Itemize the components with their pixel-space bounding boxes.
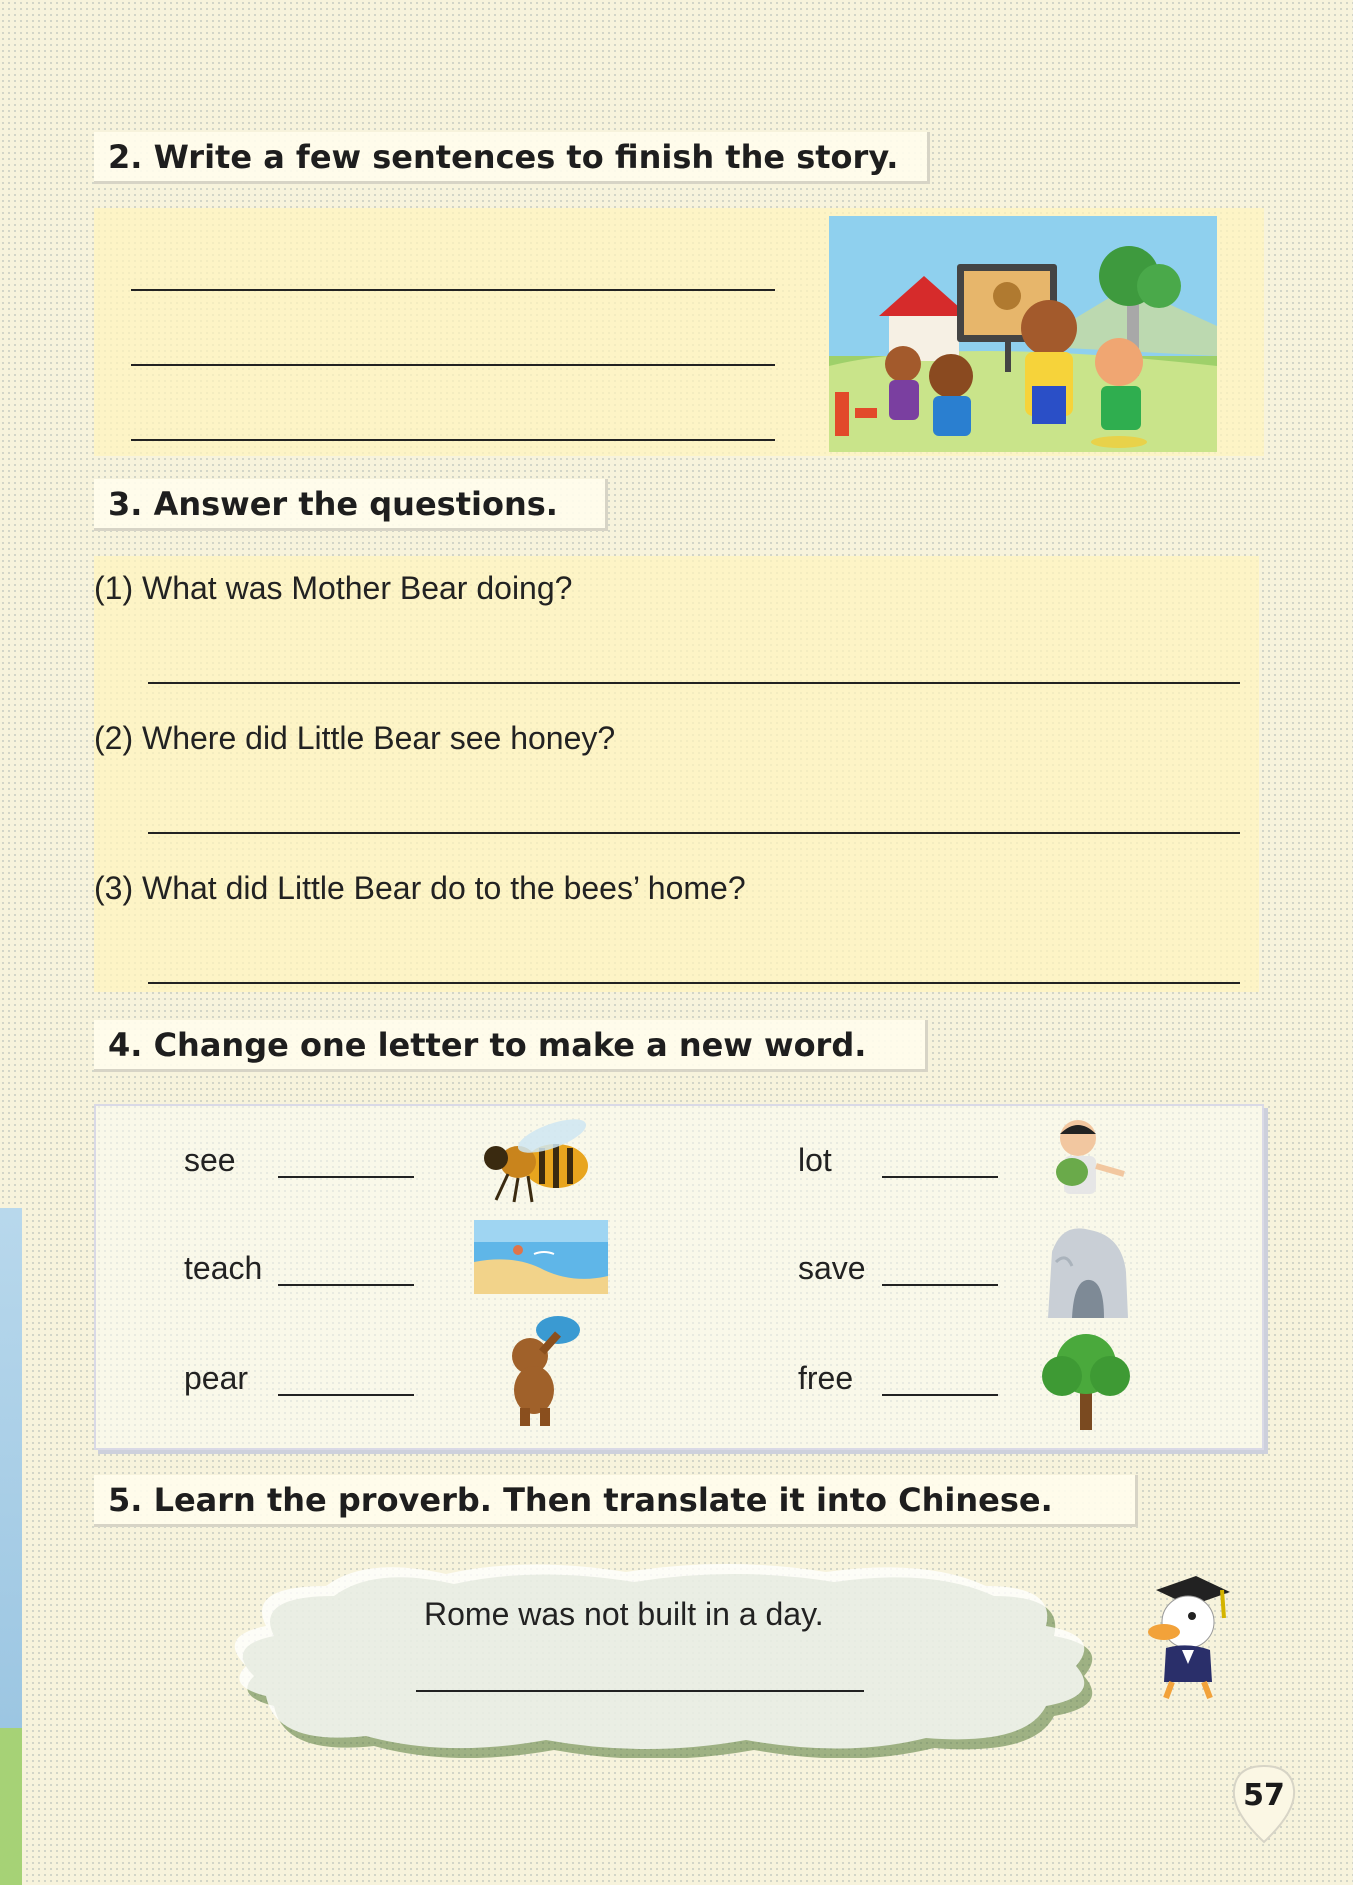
proverb-cloud — [206, 1556, 1110, 1758]
word-free: free — [798, 1360, 854, 1396]
question-3: (3) What did Little Bear do to the bees’ home? — [94, 870, 746, 906]
section-2-title: 2. Write a few sentences to finish the story. — [108, 138, 899, 176]
questions-panel — [94, 556, 1259, 992]
bear-with-bag-icon — [492, 1312, 584, 1428]
bee-icon — [474, 1118, 598, 1204]
boy-eating-icon — [1046, 1116, 1136, 1198]
story-illustration — [829, 216, 1217, 452]
question-1: (1) What was Mother Bear doing? — [94, 570, 573, 606]
word-save: save — [798, 1250, 866, 1286]
proverb-text: Rome was not built in a day. — [424, 1596, 824, 1632]
answer-line-3[interactable] — [148, 982, 1240, 984]
blank-free[interactable] — [882, 1394, 998, 1396]
section-3-title: 3. Answer the questions. — [108, 485, 558, 523]
answer-line-2[interactable] — [148, 832, 1240, 834]
word-pear: pear — [184, 1360, 249, 1396]
side-strip-blue — [0, 1208, 22, 1728]
side-strip-green — [0, 1728, 22, 1885]
cave-icon — [1042, 1222, 1130, 1318]
section-4-header — [94, 1020, 928, 1072]
blank-pear[interactable] — [278, 1394, 414, 1396]
translation-line[interactable] — [416, 1690, 864, 1692]
tree-icon — [1036, 1326, 1136, 1430]
duck-graduate-mascot-icon — [1126, 1572, 1234, 1704]
question-2: (2) Where did Little Bear see honey? — [94, 720, 616, 756]
answer-line-1[interactable] — [148, 682, 1240, 684]
blank-save[interactable] — [882, 1284, 998, 1286]
page-number: 57 — [1243, 1778, 1285, 1813]
section-5-title: 5. Learn the proverb. Then translate it into Chinese. — [108, 1481, 1053, 1519]
word-teach: teach — [184, 1250, 263, 1286]
section-3-header — [94, 479, 608, 531]
story-line-2[interactable] — [131, 364, 775, 366]
sea-beach-icon — [474, 1220, 608, 1294]
section-4-title: 4. Change one letter to make a new word. — [108, 1026, 867, 1064]
story-line-3[interactable] — [131, 439, 775, 441]
section-5-header — [94, 1475, 1138, 1527]
story-line-1[interactable] — [131, 289, 775, 291]
blank-teach[interactable] — [278, 1284, 414, 1286]
word-see: see — [184, 1142, 236, 1178]
blank-lot[interactable] — [882, 1176, 998, 1178]
word-lot: lot — [798, 1142, 832, 1178]
section-2-header — [94, 132, 930, 184]
blank-see[interactable] — [278, 1176, 414, 1178]
